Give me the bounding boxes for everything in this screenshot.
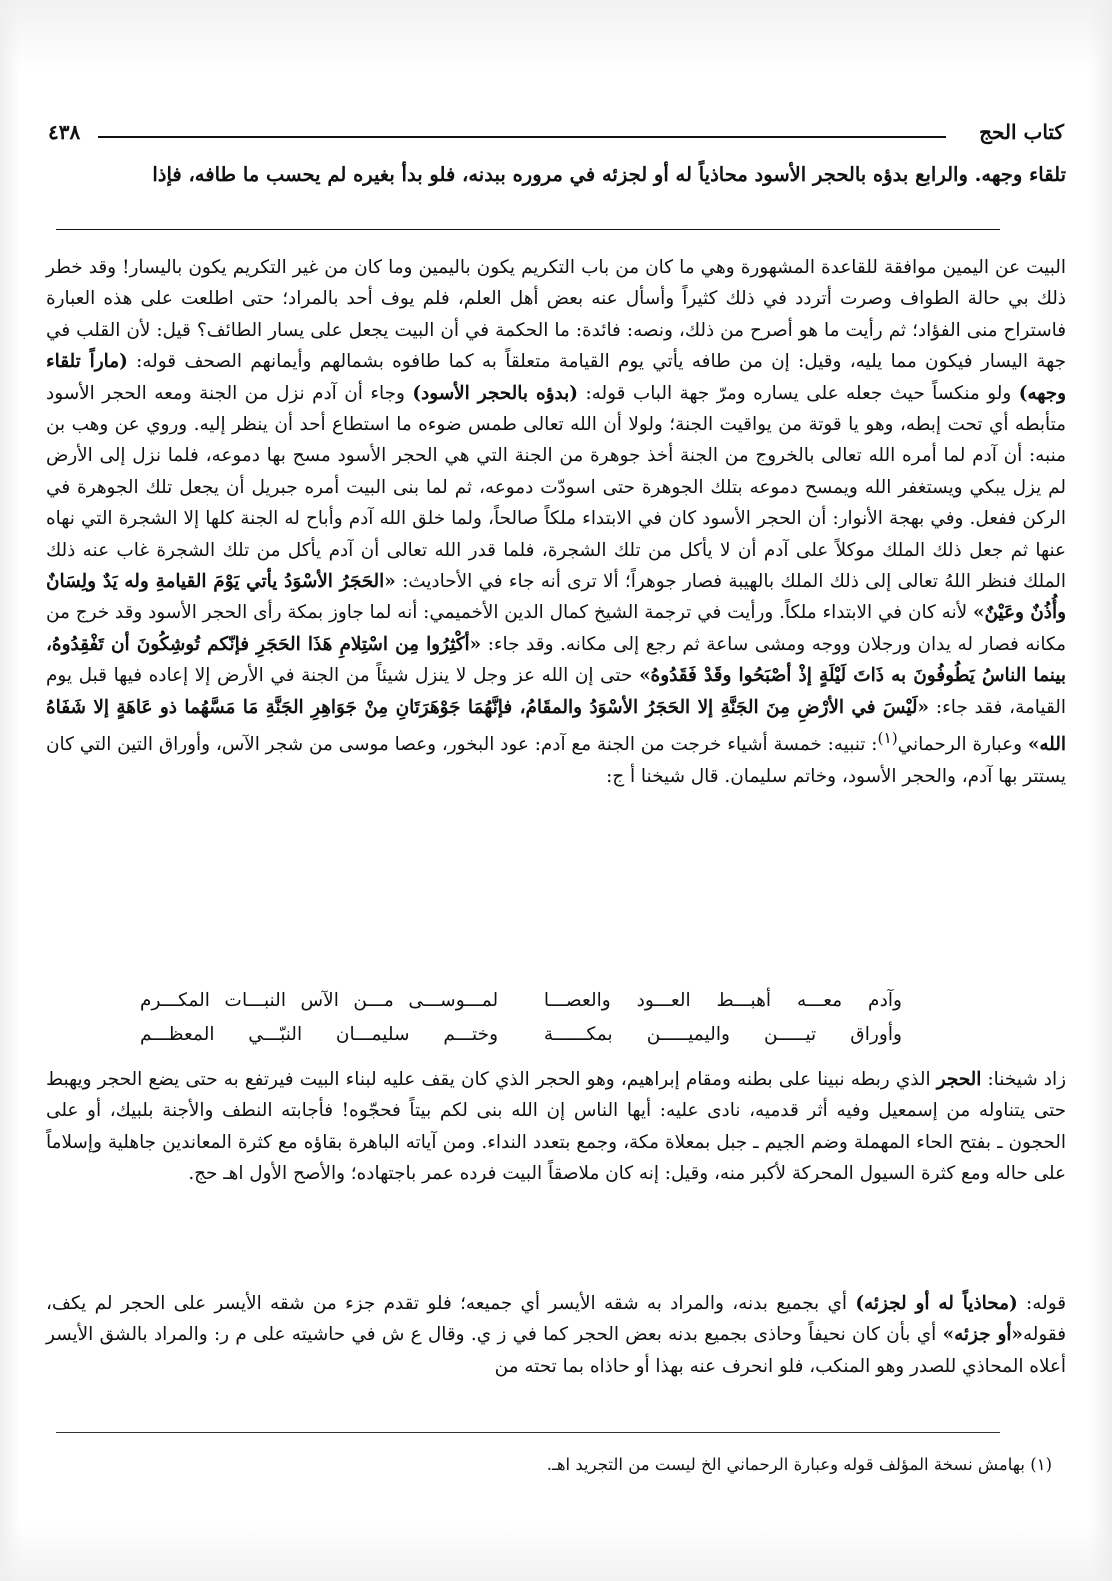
commentary-paragraph	[46, 1288, 1066, 1382]
hadith-quote: «أكْثِرُوا مِن اسْتِلامِ هَذَا الحَجَرِ فإنّكم تُوشِكُونَ أن تَفْقِدُوهُ، بينما الناسُ يَطُوفُونَ به ذَاتَ لَيْلَةٍ إذْ أصْبَحُوا وقَدْ فَقَدُوهُ»	[46, 633, 1066, 687]
quoted-lemma: الحجر	[936, 1069, 982, 1090]
commentary-block-1	[46, 252, 1066, 792]
text-run: ولو منكساً حيث جعله على يساره ومرّ جهة الباب قوله:	[585, 382, 1012, 404]
text-run: وعبارة الرحماني	[897, 734, 1022, 756]
quoted-lemma: (ماراً تلقاء وجهه)	[46, 351, 1066, 404]
text-run: حتى إن الله عز وجل لا ينزل شيئاً من الجنة في الأرض إلا إعاده فيها قبل يوم القيامة، فقد جاء:	[46, 665, 1066, 718]
commentary-block-3	[46, 1288, 1066, 1382]
header-rule	[98, 136, 946, 138]
verse-line	[140, 1018, 902, 1052]
verse-first-hemistich: وأوراق تيـــــن واليميـــــن بمكــــــة	[543, 1024, 902, 1045]
scan-shadow-left	[0, 0, 20, 1581]
running-header	[36, 118, 1076, 154]
scan-shadow-top	[0, 0, 1112, 70]
footnote-text: بهامش نسخة المؤلف قوله وعبارة الرحماني الخ ليست من التجريد اهـ.	[546, 1455, 1025, 1474]
text-run: لأنه كان في الابتداء ملكاً. ورأيت في ترجمة الشيخ كمال الدين الأخميمي: أنه لما جاوز بمكة رأى الحجر الأسود وقد خرج من مكانه فصار له يدان ورجلان ووجه ومشى ساعة ثم رجع إلى مكانه. وقد جاء:	[46, 602, 1066, 655]
hadith-quote: «الحَجَرُ الأسْوَدُ يأتي يَوْمَ القيامةِ وله يَدٌ ولِسَانٌ وأُذُنٌ وعَيْنٌ»	[46, 571, 1066, 624]
text-run: الذي ربطه نبينا على بطنه ومقام إبراهيم، وهو الحجر الذي كان يقف عليه لبناء البيت فيرتفع به حتى يضع الحجر ويهبط حتى يتناوله من إسمعيل وفيه أثر قدميه، نادى عليه: أيها الناس إن الله بنى لكم بيتاً فحجّوه! فأجابته النطف والأجنة بلبيك، أو على الحجون ـ بفتح الحاء المهملة وضم الجيم ـ جبل بمعلاة مكة، وجمع بتعدد النداء. ومن آياته الباهرة بقاؤه مع كثرة المعاندين جاهلية وإسلاماً على حاله ومع كثرة السيول المحركة لأكبر منه، وقيل: إنه كان ملاصقاً البيت فرده عمر باجتهاده؛ والأصح الأول اهـ حج.	[46, 1069, 1066, 1185]
main-text: تلقاء وجهه. والرابع بدؤه بالحجر الأسود محاذياً له أو لجزئه في مروره ببدنه، فلو بدأ بغيره لم يحسب ما طافه، فإذا	[152, 163, 1066, 186]
text-run: قوله:	[1026, 1293, 1066, 1314]
verse-line	[140, 984, 902, 1018]
text-run: أي بأن كان نحيفاً وحاذى بجميع بدنه بعض الحجر كما في ز ي. وقال ع ش في حاشيته على م ر: والمراد بالشق الأيسر أعلاه المحاذي للصدر وهو المنكب، فلو انحرف عنه بهذا أو حاذاه بما تحته من	[46, 1324, 1066, 1377]
footnote-divider	[56, 1432, 1000, 1433]
text-run: : تنبيه: خمسة أشياء خرجت من الجنة مع آدم: عود البخور، وعصا موسى من شجر الآس، وأوراق التين التي كان يستتر بها آدم، والحجر الأسود، وخاتم سليمان. قال شيخنا أ ج:	[46, 734, 1066, 787]
text-run: البيت عن اليمين موافقة للقاعدة المشهورة وهي ما كان من باب التكريم يكون باليمين وما كان من غير التكريم يكون باليسار! وقد خطر ذلك بي حالة الطواف وصرت أتردد في ذلك كثيراً وأسأل عنه بعض أهل العلم، فلم يوف أحد بالمراد؛ حتى اطلعت على هذه العبارة فاستراح منى الفؤاد؛ ثم رأيت ما هو أصرح من ذلك، ونصه: فائدة: ما الحكمة في أن البيت يجعل على يسار الطائف؟ قيل: لأن القلب في جهة اليسار فيكون مما يليه، وقيل: إن من طافه يأتي يوم القيامة متعلقاً به كما طافوه بشمالهم وأيمانهم الصحف قوله:	[46, 257, 1066, 373]
quoted-lemma: «أو جزئه»	[942, 1324, 1023, 1346]
scan-shadow-right	[1090, 0, 1112, 1581]
scan-shadow-bottom	[0, 1521, 1112, 1581]
page-number: ٤٣٨	[48, 120, 81, 144]
quoted-lemma: (محاذياً له أو لجزئه)	[855, 1293, 1018, 1314]
verse-first-hemistich: وآدم معـــه أهبـــط العـــود والعصـــا	[543, 990, 902, 1011]
book-title: كتاب الحج	[979, 120, 1064, 144]
verse-second-hemistich: لمـــوســـى مـــن الآس النبـــات المكـــرم	[140, 990, 499, 1011]
matn-divider	[56, 229, 1000, 230]
commentary-paragraph	[46, 252, 1066, 792]
footnote-marker: (١)	[1030, 1455, 1052, 1474]
verse-second-hemistich: وختـــم سليمـــان النبّـــي المعظـــم	[140, 1024, 499, 1045]
text-run: زاد شيخنا:	[987, 1069, 1066, 1090]
poem-verses	[140, 984, 902, 1052]
hadith-quote: «لَيْسَ في الأرْضِ مِنَ الجَنَّةِ إلا الحَجَرُ الأسْوَدُ والمقَامُ، فإنَّهُمَا جَوْهَرَتَانِ مِنْ جَوَاهِرِ الجَنَّةِ مَا مَسَّهُما ذو عَاهَةٍ إلا شَفَاهُ الله»	[46, 696, 1066, 756]
footnote-ref: (١)	[877, 729, 898, 748]
footnote	[46, 1452, 1052, 1478]
text-run: وجاء أن آدم نزل من الجنة ومعه الحجر الأسود متأبطه أي تحت إبطه، وهو يا قوتة من يواقيت الجنة؛ ولولا أن الله تعالى طمس ضوءه ما استطاع أحد أن ينظر إليه. وروي عن وهب بن منبه: أن آدم لما أمره الله تعالى بالخروج من الجنة أخذ جوهرة من الجنة التي هي الحجر الأسود مسح بها دموعه، فلما نزل إلى الأرض لم يزل يبكي ويستغفر الله ويمسح دموعه بتلك الجوهرة حتى اسودّت دموعه، ثم لما بنى البيت أمره جبريل أن يجعل تلك الجوهرة في الركن ففعل. وفي بهجة الأنوار: أن الحجر الأسود كان في الابتداء ملكاً صالحاً، ولما خلق الله آدم وأباح له الجنة كلها إلا الشجرة التي نهاه عنها ثم جعل ذلك الملك موكلاً على آدم أن لا يأكل من تلك الشجرة، فلما قدر الله تعالى أن آدم يأكل من تلك الشجرة غاب عنه ذلك الملك فنظر اللهُ تعالى إلى ذلك الملك بالهيبة فصار جوهراً؛ ألا ترى أنه جاء في الأحاديث:	[46, 382, 1066, 593]
commentary-paragraph	[46, 1064, 1066, 1190]
commentary-block-2	[46, 1064, 1066, 1190]
text-run: أي بجميع بدنه، والمراد به شقه الأيسر أي جميعه؛ فلو تقدم جزء من شقه الأيسر على الحجر لم يكف، فقوله	[46, 1293, 1066, 1346]
quoted-lemma: (بدؤه بالحجر الأسود)	[412, 382, 578, 404]
